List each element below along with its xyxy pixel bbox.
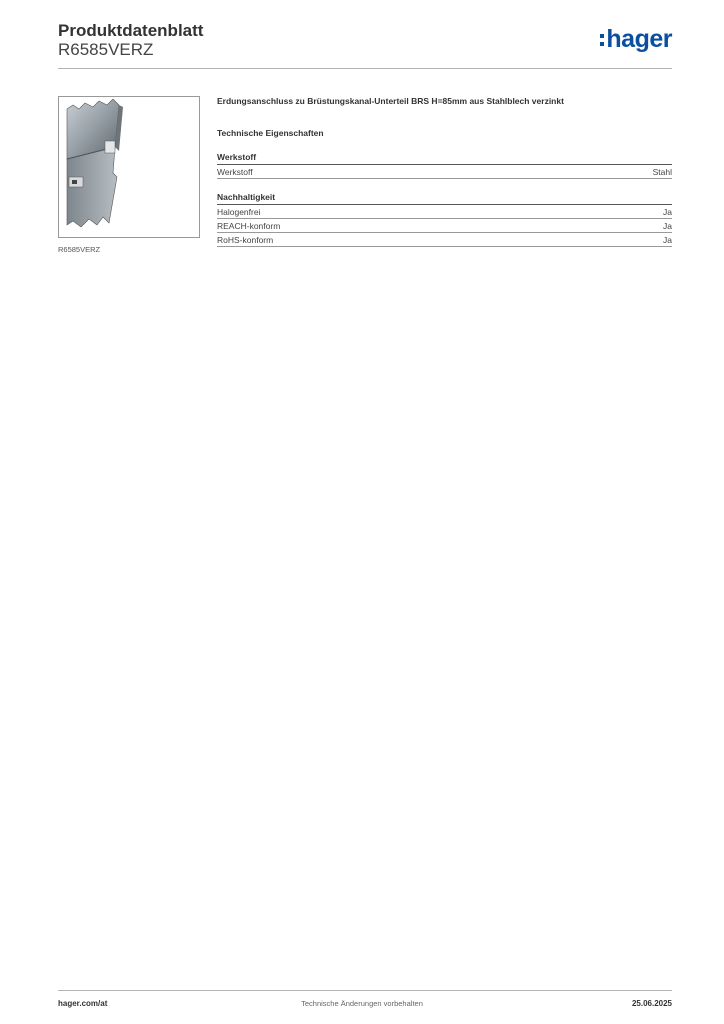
spec-value: Ja	[663, 207, 672, 217]
group-heading-werkstoff: Werkstoff	[217, 152, 672, 165]
spec-row	[217, 219, 672, 233]
spec-row	[217, 233, 672, 247]
header-divider	[58, 68, 672, 69]
spec-label: REACH-konform	[217, 221, 281, 231]
footer-divider	[58, 990, 672, 991]
group-heading-nachhaltigkeit: Nachhaltigkeit	[217, 192, 672, 205]
product-code: R6585VERZ	[58, 40, 154, 59]
product-image	[58, 96, 200, 238]
image-caption: R6585VERZ	[58, 245, 101, 254]
page-title: Produktdatenblatt	[58, 21, 204, 40]
spec-label: RoHS-konform	[217, 235, 274, 245]
spec-row	[217, 205, 672, 219]
hager-logo	[600, 27, 672, 52]
footer-date: 25.06.2025	[631, 999, 672, 1008]
spec-label: Werkstoff	[217, 167, 253, 177]
spec-value: Stahl	[652, 167, 672, 177]
logo-dots-icon	[600, 34, 604, 46]
product-description: Erdungsanschluss zu Brüstungskanal-Unterteil BRS H=85mm aus Stahlblech verzinkt	[217, 96, 564, 106]
footer-website: hager.com/at	[58, 999, 108, 1008]
spec-row	[217, 165, 672, 179]
product-details	[217, 96, 672, 247]
logo-text: hager	[606, 25, 672, 53]
section-heading: Technische Eigenschaften	[217, 128, 324, 138]
footer-notice: Technische Änderungen vorbehalten	[301, 999, 423, 1008]
spec-label: Halogenfrei	[217, 207, 261, 217]
spec-value: Ja	[663, 221, 672, 231]
steel-bracket-icon	[59, 97, 199, 237]
spec-value: Ja	[663, 235, 672, 245]
